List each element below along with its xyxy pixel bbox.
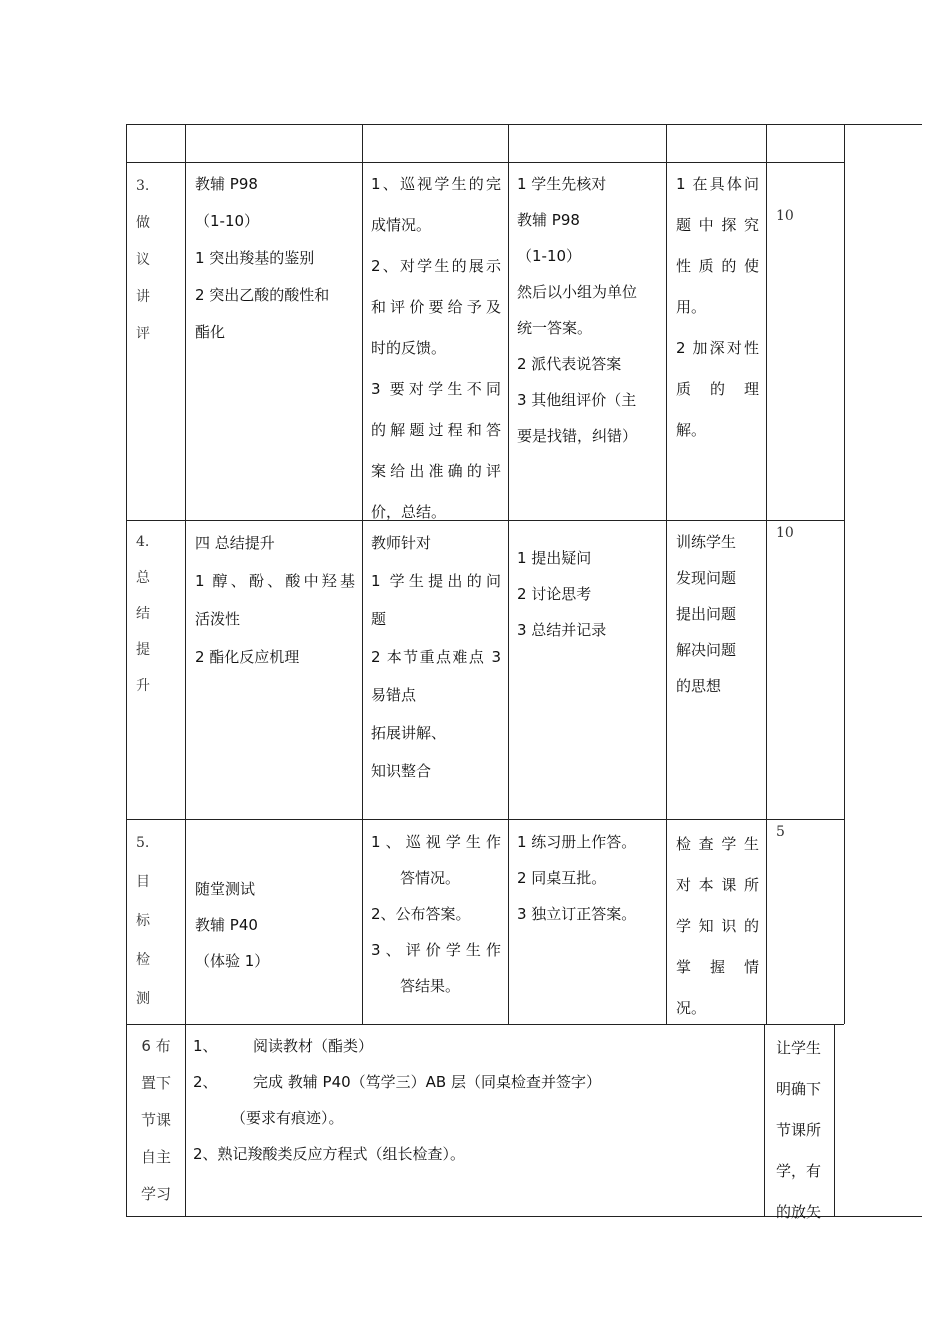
teacher-line: 知识整合	[371, 762, 432, 780]
intent-line: 明确下	[776, 1080, 822, 1098]
intent-line: 节课所	[776, 1121, 822, 1139]
teacher-line: 教师针对	[371, 534, 432, 552]
teacher-line: 1 学生提出的问	[371, 572, 501, 590]
student-activity-cell	[517, 824, 636, 932]
table-rule	[766, 124, 767, 1024]
stage-line: 评	[136, 326, 150, 342]
intent-line: 检查学生	[676, 835, 759, 853]
table-rule	[666, 124, 667, 1024]
student-line: 2 派代表说答案	[517, 355, 622, 373]
design-intent-cell	[676, 824, 759, 1029]
student-line: 1 学生先核对	[517, 175, 607, 193]
teacher-line: 成情况。	[371, 216, 432, 234]
stage-line: 总	[136, 570, 150, 586]
content-line: （1-10）	[195, 212, 260, 230]
teacher-line: 3、评价学生作	[371, 941, 501, 959]
content-line: 随堂测试	[195, 880, 256, 898]
student-line: 1 练习册上作答。	[517, 833, 637, 851]
teacher-line: 2、公布答案。	[371, 905, 471, 923]
table-rule	[764, 1024, 765, 1216]
homework-item-number: 1、	[193, 1037, 218, 1055]
teacher-line: 1、巡视学生作	[371, 833, 501, 851]
homework-stage-cell	[128, 1028, 184, 1213]
homework-item	[193, 1064, 601, 1100]
teacher-line: 1、巡视学生的完	[371, 175, 501, 193]
homework-content-cell	[193, 1028, 601, 1172]
table-rule	[362, 124, 363, 1024]
student-line: 然后以小组为单位	[517, 283, 638, 301]
student-line: 2 同桌互批。	[517, 869, 607, 887]
content-line: （体验 1）	[195, 952, 270, 970]
homework-item-continuation: （要求有痕迹）。	[231, 1109, 344, 1127]
intent-line: 质 的 理	[676, 380, 759, 398]
teacher-line: 的解题过程和答	[371, 421, 501, 439]
time-cell	[776, 525, 794, 541]
stage-line: 结	[136, 606, 150, 622]
stage-line: 做	[136, 215, 150, 231]
homework-item-text: 阅读教材（酯类）	[253, 1037, 374, 1055]
teacher-line: 2、对学生的展示	[371, 257, 501, 275]
content-cell	[195, 871, 269, 979]
student-line: 3 其他组评价（主	[517, 391, 637, 409]
student-line: 统一答案。	[517, 319, 593, 337]
student-line: 3 总结并记录	[517, 621, 607, 639]
teacher-line: 和评价要给予及	[371, 298, 501, 316]
time-value: 5	[776, 824, 785, 840]
intent-line: 学知识的	[676, 917, 759, 935]
table-rule	[508, 124, 509, 1024]
content-line: 酯化	[195, 323, 226, 341]
student-line: （1-10）	[517, 247, 582, 265]
teacher-line: 案给出准确的评	[371, 462, 501, 480]
teacher-activity-cell	[371, 824, 501, 1004]
design-intent-cell	[676, 164, 759, 451]
teacher-line: 3 要对学生不同	[371, 380, 501, 398]
content-line: 1 醇、酚、酸中羟基	[195, 572, 355, 590]
table-rule	[126, 124, 127, 1216]
stage-line: 议	[136, 252, 150, 268]
content-line: 四 总结提升	[195, 534, 275, 552]
homework-item-text: 完成 教辅 P40（笃学三）AB 层（同桌检查并签字）	[253, 1073, 601, 1091]
teacher-line: 题	[371, 610, 387, 628]
stage-line: 检	[136, 952, 150, 968]
content-line: 1 突出羧基的鉴别	[195, 249, 315, 267]
teacher-line: 答情况。	[400, 869, 461, 887]
content-line: 教辅 P98	[195, 175, 258, 193]
time-value: 10	[776, 525, 794, 541]
content-line: 活泼性	[195, 610, 241, 628]
student-line: 3 独立订正答案。	[517, 905, 637, 923]
content-cell	[195, 524, 355, 676]
teacher-activity-cell	[371, 164, 501, 533]
homework-intent-cell	[776, 1028, 821, 1233]
stage-line: 讲	[136, 289, 150, 305]
student-line: 1 提出疑问	[517, 549, 592, 567]
homework-item-number: 2、	[193, 1073, 218, 1091]
student-line: 2 讨论思考	[517, 585, 592, 603]
stage-line: 标	[136, 913, 150, 929]
intent-line: 性质的使	[676, 257, 759, 275]
intent-line: 的思想	[676, 677, 722, 695]
intent-line: 用。	[676, 298, 707, 316]
homework-extra: 2、熟记羧酸类反应方程式（组长检查）。	[193, 1145, 466, 1163]
table-rule	[126, 162, 844, 163]
content-line: 2 突出乙酸的酸性和	[195, 286, 330, 304]
time-cell	[776, 824, 785, 840]
student-line: 教辅 P98	[517, 211, 580, 229]
stage-line: 6 布	[141, 1037, 171, 1055]
stage-line: 学习	[140, 1185, 171, 1203]
intent-line: 对本课所	[676, 876, 759, 894]
stage-cell	[136, 168, 150, 353]
teacher-line: 时的反馈。	[371, 339, 447, 357]
table-rule	[126, 819, 844, 820]
table-rule	[834, 1024, 835, 1216]
intent-line: 学，有	[776, 1162, 822, 1180]
teacher-line: 易错点	[371, 686, 417, 704]
time-value: 10	[776, 208, 794, 224]
table-rule	[185, 124, 186, 1216]
intent-line: 发现问题	[676, 569, 737, 587]
teacher-activity-cell	[371, 524, 501, 790]
student-activity-cell	[517, 540, 606, 648]
content-line: 2 酯化反应机理	[195, 648, 300, 666]
teacher-line: 拓展讲解、	[371, 724, 447, 742]
time-cell	[776, 208, 794, 224]
intent-line: 训练学生	[676, 533, 737, 551]
design-intent-cell	[676, 524, 736, 704]
stage-line: 节课	[140, 1111, 171, 1129]
stage-cell	[136, 824, 150, 1019]
table-rule	[844, 124, 845, 1024]
intent-line: 解决问题	[676, 641, 737, 659]
teacher-line: 价，总结。	[371, 503, 447, 521]
table-rule	[126, 124, 922, 125]
intent-line: 的放矢	[776, 1203, 822, 1221]
teacher-line: 答结果。	[400, 977, 461, 995]
intent-line: 2 加深对性	[676, 339, 759, 357]
teacher-line: 2 本节重点难点 3	[371, 648, 501, 666]
intent-line: 掌 握 情	[676, 958, 759, 976]
content-cell	[195, 166, 329, 351]
homework-item	[193, 1028, 601, 1064]
intent-line: 况。	[676, 999, 707, 1017]
stage-line: 目	[136, 874, 150, 890]
intent-line: 题中探究	[676, 216, 759, 234]
intent-line: 解。	[676, 421, 707, 439]
stage-line: 自主	[140, 1148, 171, 1166]
stage-line: 置下	[140, 1074, 171, 1092]
student-activity-cell	[517, 166, 637, 454]
stage-line: 5.	[136, 835, 150, 851]
student-line: 要是找错，纠错）	[517, 427, 638, 445]
stage-line: 3.	[136, 178, 150, 194]
intent-line: 让学生	[776, 1039, 822, 1057]
stage-line: 4.	[136, 534, 150, 550]
stage-line: 测	[136, 991, 150, 1007]
stage-line: 提	[136, 642, 150, 658]
intent-line: 提出问题	[676, 605, 737, 623]
stage-line: 升	[136, 678, 150, 694]
stage-cell	[136, 524, 150, 704]
content-line: 教辅 P40	[195, 916, 258, 934]
intent-line: 1 在具体问	[676, 175, 759, 193]
